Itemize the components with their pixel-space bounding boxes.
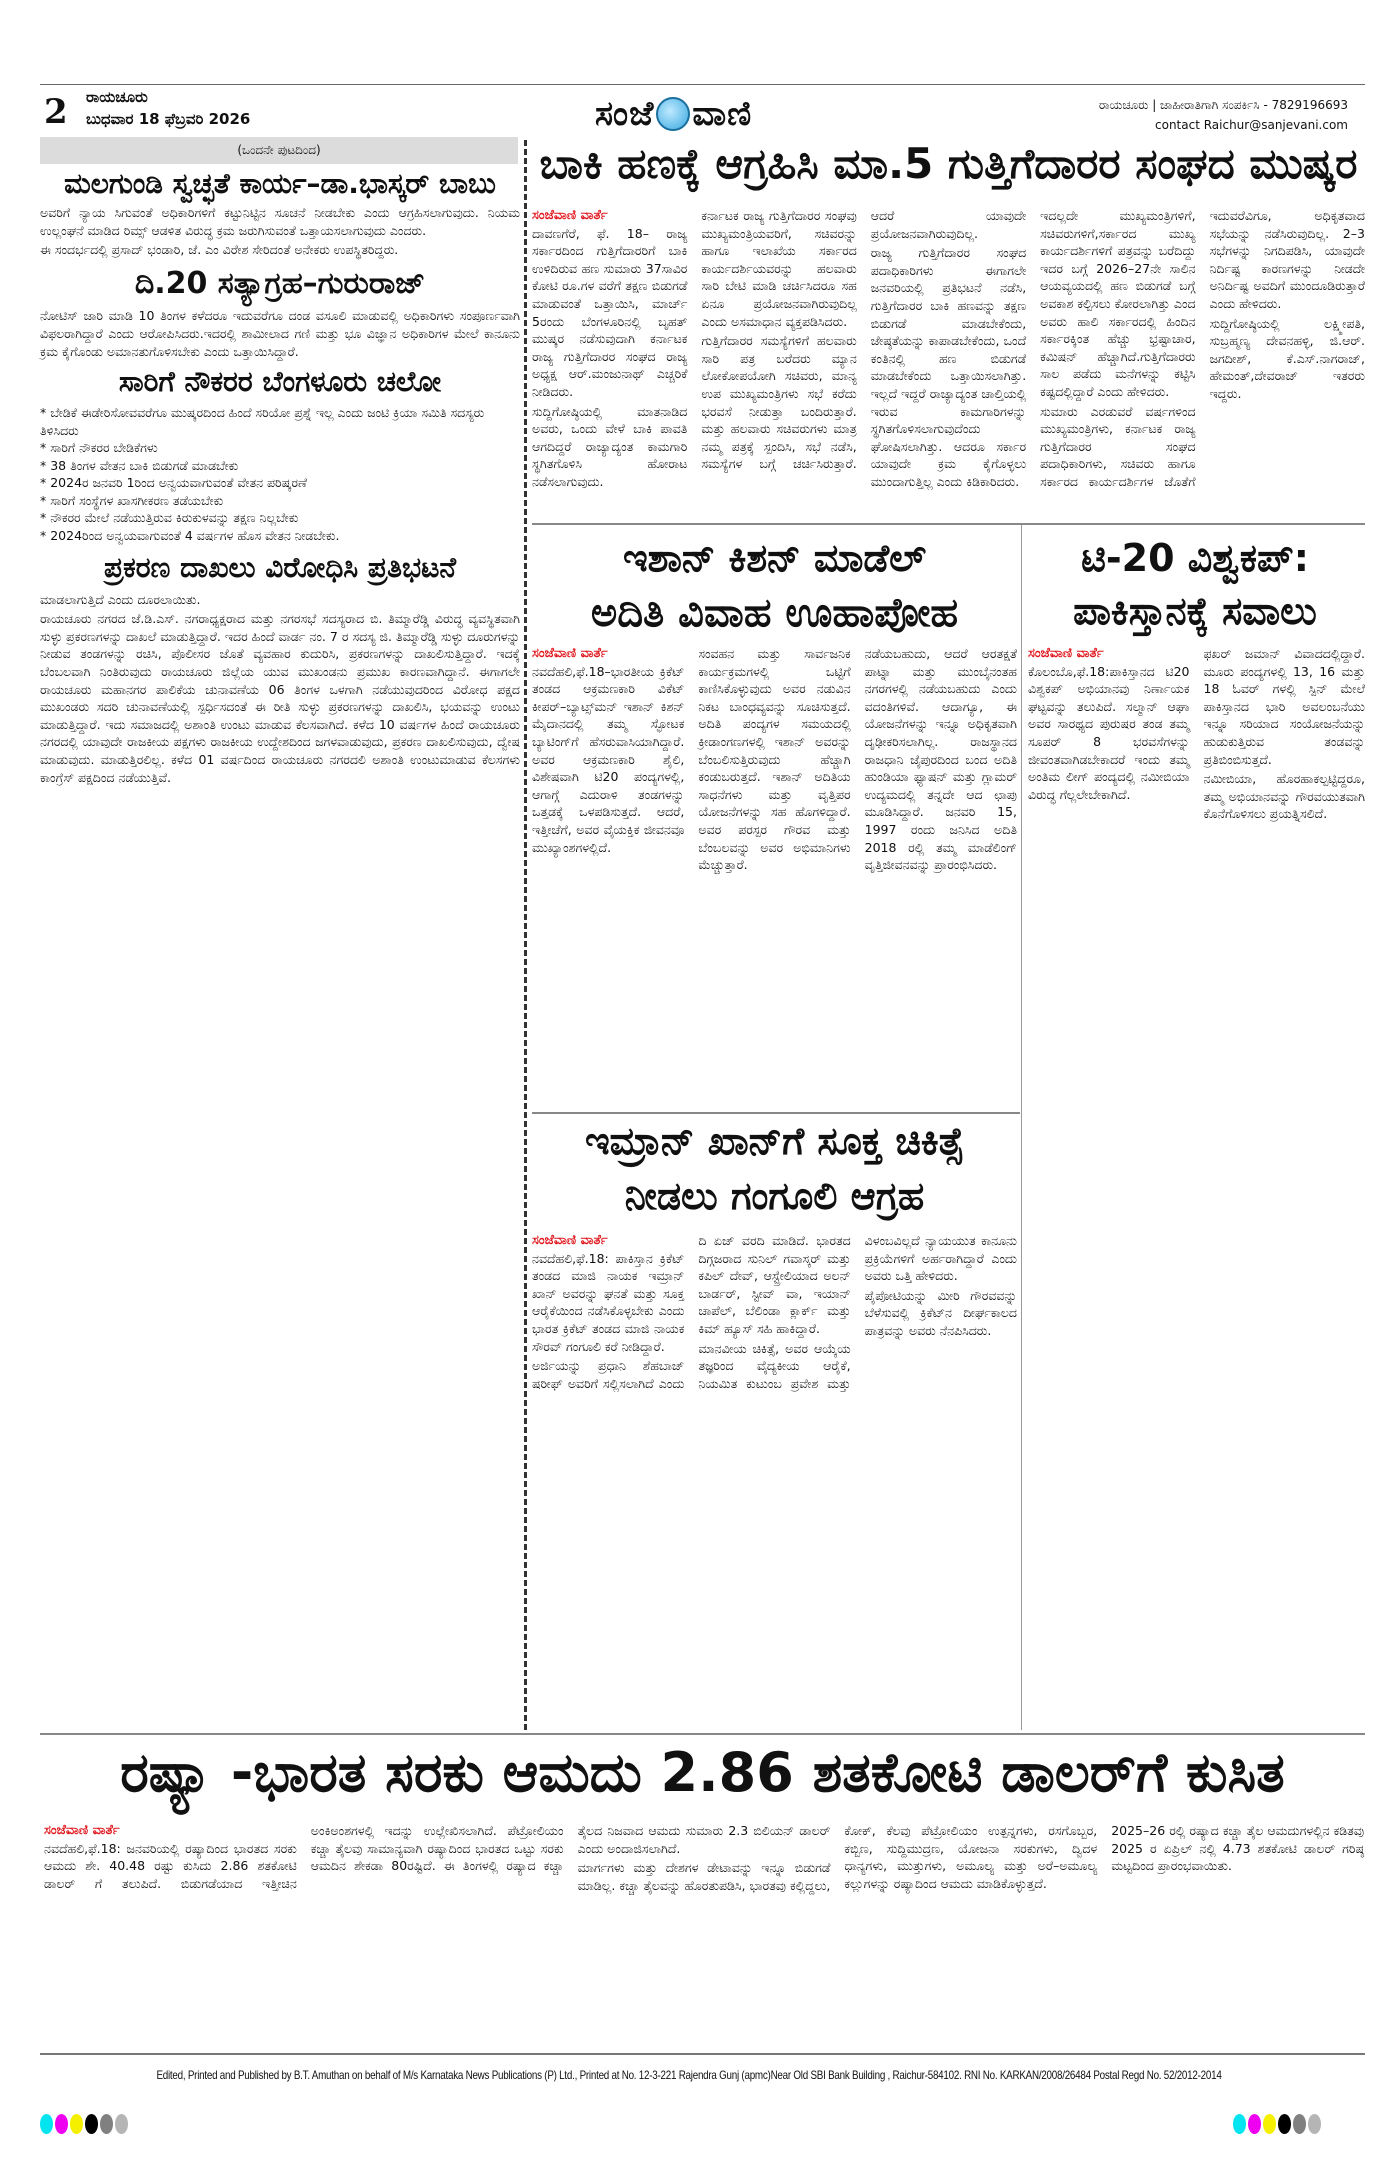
paragraph: ನವದೆಹಲಿ,ಫೆ.18–ಭಾರತೀಯ ಕ್ರಿಕೆಟ್ ತಂಡದ ಆಕ್ರಮಣಕಾರಿ ವಿಕೆಟ್ ಕೀಪರ್–ಬ್ಯಾಟ್ಸ್‌ಮನ್ ಇಶಾನ್ ಕಿಶನ್ ಮೈದಾನದಲ್ಲಿ ತಮ್ಮ ಸ್ಫೋಟಕ ಬ್ಯಾಟಿಂಗ್‌ಗೆ ಹೆಸರುವಾಸಿಯಾಗಿದ್ದಾರೆ. ಅವರ ಆಕ್ರಮಣಕಾರಿ ಶೈಲಿ, ವಿಶೇಷವಾಗಿ ಟಿ20 ಪಂದ್ಯಗಳಲ್ಲಿ, ಆಗಾಗ್ಗೆ ಎದುರಾಳಿ ತಂಡಗಳನ್ನು ಒತ್ತಡಕ್ಕೆ ಒಳಪಡಿಸುತ್ತದೆ. ಆದರೆ, ಇತ್ತೀಚೆಗೆ, ಅವರ ವೈಯಕ್ತಿಕ ಜೀವನವೂ ಮುಖ್ಯಾಂಶಗಳಲ್ಲಿದೆ. <box>532 663 685 855</box>
bottom-story-title: ರಷ್ಯಾ -ಭಾರತ ಸರಕು ಆಮದು 2.86 ಶತಕೋಟಿ ಡಾಲರ್‌ಗೆ ಕುಸಿತ <box>120 1741 1285 1804</box>
logo-text-left: ಸಂಜೆ <box>595 94 655 134</box>
registration-dot <box>1263 2114 1276 2134</box>
paragraph: ಸುದ್ದಿಗೋಷ್ಠಿಯಲ್ಲಿ ಮಾತನಾಡಿದ ಅವರು, ಒಂದು ವೇಳೆ ಬಾಕಿ ಪಾವತಿ ಆಗದಿದ್ದರೆ ರಾಜ್ಯಾದ್ಯಂತ ಕಾಮಗಾರಿ ಸ್ಥಗಿತಗೊಳಿಸಿ ಹೋರಾಟ ನಡೆಸಲಾಗುವುದು. <box>532 403 688 489</box>
left-column <box>40 168 520 788</box>
edition-city: ರಾಯಚೂರು <box>86 88 148 106</box>
section-rule <box>532 523 1365 525</box>
contact-email: contact Raichur@sanjevani.com <box>1155 118 1348 132</box>
story-title: ಪ್ರಕರಣ ದಾಖಲು ವಿರೋಧಿಸಿ ಪ್ರತಿಭಟನೆ <box>103 551 457 585</box>
paragraph: 2025–26 ರಲ್ಲಿ ರಷ್ಯಾದ ಕಚ್ಚಾ ತೈಲ ಆಮದುಗಳಲ್ಲಿನ ಕಡಿತವು 2025 ರ ಏಪ್ರಿಲ್ ನಲ್ಲಿ 4.73 ಶತಕೋಟಿ ಡಾಲರ್ ಗರಿಷ್ಠ ಮಟ್ಟದಿಂದ ಪ್ರಾರಂಭವಾಯಿತು. <box>1111 1823 1364 1874</box>
registration-dot <box>1248 2114 1261 2134</box>
story-paragraphs <box>532 207 1365 491</box>
list-item: * 2024ರಿಂದ ಅನ್ವಯವಾಗುವಂತೆ 4 ವರ್ಷಗಳ ಹೊಸ ವೇತನ ನೀಡಬೇಕು. <box>40 527 340 543</box>
paragraph: ರಾಜ್ಯ ಗುತ್ತಿಗೆದಾರರ ಸಂಘದ ಪದಾಧಿಕಾರಿಗಳು ಈಗಾಗಲೇ ಜನವರಿಯಲ್ಲಿ ಪ್ರತಿಭಟನೆ ನಡೆಸಿ, ಗುತ್ತಿಗೆದಾರರ ಬಾಕಿ ಹಣವನ್ನು ತಕ್ಷಣ ಬಿಡುಗಡೆ ಮಾಡಬೇಕೆಂದು, ಜೇಷ್ಠತೆಯನ್ನು ಕಾಪಾಡಬೇಕೆಂದು, ಒಂದೆ ಕಂತಿನಲ್ಲಿ ಹಣ ಬಿಡುಗಡೆ ಮಾಡಬೇಕೆಂದು ಒತ್ತಾಯಿಸಲಾಗಿತ್ತು. ಇಲ್ಲದೆ ಇದ್ದರೆ ರಾಜ್ಯಾದ್ಯಂತ ಚಾಲ್ತಿಯಲ್ಲಿ ಇರುವ ಕಾಮಗಾರಿಗಳನ್ನು ಸ್ಥಗಿತಗೊಳಿಸಲಾಗುವುದೆಂದು ಘೋಷಿಸಲಾಗಿತ್ತು. ಆದರೂ ಸರ್ಕಾರ ಯಾವುದೇ ಕ್ರಮ ಕೈಗೊಳ್ಳಲು ಮುಂದಾಗುತ್ತಿಲ್ಲ ಎಂದು ಕಿಡಿಕಾರಿದರು. <box>870 245 1027 489</box>
story-body <box>40 204 520 259</box>
paragraph: ನವದೆಹಲಿ,ಫೆ.18: ಪಾಕಿಸ್ತಾನ ಕ್ರಿಕೆಟ್ ತಂಡದ ಮಾಜಿ ನಾಯಕ ಇಮ್ರಾನ್ ಖಾನ್ ಅವರನ್ನು ಘನತೆ ಮತ್ತು ಸೂಕ್ತ ಆರೈಕೆಯಿಂದ ನಡೆಸಿಕೊಳ್ಳಬೇಕು ಎಂದು ಭಾರತ ಕ್ರಿಕೆಟ್ ತಂಡದ ಮಾಜಿ ನಾಯಕ ಸೌರವ್ ಗಂಗೂಲಿ ಕರೆ ನೀಡಿದ್ದಾರೆ. <box>532 1250 685 1354</box>
registration-dot <box>40 2114 53 2134</box>
paragraph: ಸುಮಾರು ಎರಡುವರೆ ವರ್ಷಗಳಿಂದ ಮುಖ್ಯಮಂತ್ರಿಗಳು, ಕರ್ನಾಟಕ ರಾಜ್ಯ ಗುತ್ತಿಗೆದಾರರ ಸಂಘದ ಪದಾಧಿಕಾರಿಗಳು, ಸಚಿವರು ಹಾಗೂ ಸರ್ಕಾರದ ಕಾರ್ಯದರ್ಶಿಗಳ ಜೊತೆಗೆ ಇದುವರೆವಿಗೂ, ಅಧಿಕೃತವಾದ ಸಭೆಯನ್ನು ನಡೆಸಿರುವುದಿಲ್ಲ. 2–3 ಸಭೆಗಳನ್ನು ನಿಗದಿಪಡಿಸಿ, ಯಾವುದೇ ನಿರ್ದಿಷ್ಟ ಕಾರಣಗಳನ್ನು ನೀಡದೇ ಅನಿರ್ದಿಷ್ಟ ಅವದಿಗೆ ಮುಂದೂಡಿರುತ್ತಾರೆ ಎಂದು ಹೇಳಿದರು. <box>1040 208 1365 489</box>
ishan-story-body <box>532 645 1017 1105</box>
registration-dot <box>1233 2114 1246 2134</box>
paragraph: ಪೈಪೋಟಿಯನ್ನು ಮೀರಿ ಗೌರವವನ್ನು ಬೆಳೆಸುವಲ್ಲಿ ಕ್ರಿಕೆಟ್‌ನ ದೀರ್ಘಕಾಲದ ಪಾತ್ರವನ್ನು ಅವರು ನೆನಪಿಸಿದರು. <box>864 1287 1017 1338</box>
byline: ಸಂಜೆವಾಣಿ ವಾರ್ತೆ <box>44 1823 120 1838</box>
paragraph: ಸಂವಹನ ಮತ್ತು ಸಾರ್ವಜನಿಕ ಕಾರ್ಯಕ್ರಮಗಳಲ್ಲಿ ಒಟ್ಟಿಗೆ ಕಾಣಿಸಿಕೊಳ್ಳುವುದು ಅವರ ನಡುವಿನ ನಿಕಟ ಬಾಂಧವ್ಯವನ್ನು ಸೂಚಿಸುತ್ತದೆ. ಅದಿತಿ ಪಂದ್ಯಗಳ ಸಮಯದಲ್ಲಿ ಕ್ರೀಡಾಂಗಣಗಳಲ್ಲಿ ಇಶಾನ್ ಅವರನ್ನು ಬೆಂಬಲಿಸುತ್ತಿರುವುದು ಹೆಚ್ಚಾಗಿ ಕಂಡುಬರುತ್ತದೆ. ಇಶಾನ್ ಅದಿತಿಯ ಸಾಧನೆಗಳು ಮತ್ತು ವೃತ್ತಿಪರ ಯೋಜನೆಗಳನ್ನು ಸಹ ಹೊಗಳಿದ್ದಾರೆ. ಅವರ ಪರಸ್ಪರ ಗೌರವ ಮತ್ತು ಬೆಂಬಲವನ್ನು ಅವರ ಅಭಿಮಾನಿಗಳು ಮೆಚ್ಚುತ್ತಾರೆ. <box>698 646 851 873</box>
russia-story-body <box>44 1822 1364 2032</box>
paragraph: ಫಖರ್ ಜಮಾನ್ ವಿವಾದದಲ್ಲಿದ್ದಾರೆ. ಮೂರು ಪಂದ್ಯಗಳಲ್ಲಿ 13, 16 ಮತ್ತು 18 ಓವರ್ ಗಳಲ್ಲಿ ಸ್ಪಿನ್ ಮೇಲೆ ಪಾಕಿಸ್ತಾನದ ಭಾರಿ ಅವಲಂಬನೆಯು ಇನ್ನೂ ಸರಿಯಾದ ಸಂಯೋಜನೆಯನ್ನು ಹುಡುಕುತ್ತಿರುವ ತಂಡವನ್ನು ಪ್ರತಿಬಿಂಬಿಸುತ್ತದೆ. <box>1203 646 1365 767</box>
registration-marks-right <box>1233 2114 1321 2134</box>
t20-story-body <box>1028 645 1365 1725</box>
paragraph: ಅವರಿಗೆ ನ್ಯಾಯ ಸಿಗುವಂತೆ ಅಧಿಕಾರಿಗಳಿಗೆ ಕಟ್ಟುನಿಟ್ಟಿನ ಸೂಚನೆ ನೀಡಬೇಕು ಎಂದು ಆಗ್ರಹಿಸಲಾಗುವುದು. ನಿಯಮ ಉಲ್ಲಂಘನೆ ಮಾಡಿದ ರಿಮ್ಸ್ ಆಡಳಿತ ವಿರುದ್ಧ ಕ್ರಮ ಜರುಗಿಸುವಂತೆ ಒತ್ತಾಯಸಲಾಗುವುದು ಎಂದರು. <box>40 205 520 238</box>
paragraph: ಮಾಡಲಾಗುತ್ತಿದೆ ಎಂದು ದೂರಲಾಯಿತು. <box>40 591 201 607</box>
logo-text-right: ವಾಣಿ <box>692 94 753 134</box>
imran-story-body <box>532 1232 1017 1727</box>
registration-dot <box>115 2114 128 2134</box>
byline: ಸಂಜೆವಾಣಿ ವಾರ್ತೆ <box>1028 646 1104 661</box>
column-divider <box>1021 525 1022 1730</box>
paragraph: ಕರ್ನಾಟಕ ರಾಜ್ಯ ಗುತ್ತಿಗೆದಾರರ ಸಂಘವು ಮುಖ್ಯಮಂತ್ರಿಯವರಿಗೆ, ಸಚಿವರನ್ನು ಹಾಗೂ ಇಲಾಖೆಯ ಸರ್ಕಾರದ ಕಾರ್ಯದರ್ಶಿಯವರನ್ನು ಹಲವಾರು ಸಾರಿ ಬೇಟಿ ಮಾಡಿ ಚರ್ಚಿಸಿದರೂ ಸಹ ಏನೂ ಪ್ರಯೋಜನವಾಗಿರುವುದಿಲ್ಲ ಎಂದು ಅಸಮಾಧಾನ ವ್ಯಕ್ತಪಡಿಸಿದರು. <box>701 208 857 329</box>
paragraph: ನವದೆಹಲಿ,ಫೆ.18: ಜನವರಿಯಲ್ಲಿ ರಷ್ಯಾದಿಂದ ಭಾರತದ ಸರಕು ಆಮದು ಶೇ. 40.48 ರಷ್ಟು ಕುಸಿದು 2.86 ಶತಕೋಟಿ ಡಾಲರ್ ಗೆ ತಲುಪಿದೆ. ಬಿಡುಗಡೆಯಾದ ಇತ್ತೀಚಿನ ಅಂಕಿಅಂಶಗಳಲ್ಲಿ ಇದನ್ನು ಉಲ್ಲೇಖಿಸಲಾಗಿದೆ. ಪೆಟ್ರೋಲಿಯಂ ಕಚ್ಚಾ ತೈಲವು ಸಾಮಾನ್ಯವಾಗಿ ರಷ್ಯಾದಿಂದ ಭಾರತದ ಒಟ್ಟು ಸರಕು ಆಮದಿನ ಶೇಕಡಾ 80ರಷ್ಟಿದೆ. ಈ ತಿಂಗಳಲ್ಲಿ ರಷ್ಯಾದ ಕಚ್ಚಾ ತೈಲದ ನಿಜವಾದ ಆಮದು ಸುಮಾರು 2.3 ಬಿಲಿಯನ್ ಡಾಲರ್ ಎಂದು ಅಂದಾಜಿಸಲಾಗಿದೆ. <box>44 1823 831 1891</box>
registration-marks-left <box>40 2114 128 2134</box>
lead-story-title: ಬಾಕಿ ಹಣಕ್ಕೆ ಆಗ್ರಹಿಸಿ ಮಾ.5 ಗುತ್ತಿಗೆದಾರರ ಸಂಘದ ಮುಷ್ಕರ <box>539 139 1358 188</box>
registration-dot <box>70 2114 83 2134</box>
section-rule <box>532 1112 1020 1114</box>
list-item: * 2024ರ ಜನವರಿ 1ರಿಂದ ಅನ್ವಯವಾಗುವಂತೆ ವೇತನ ಪರಿಷ್ಕರಣೆ <box>40 475 308 491</box>
story-body <box>40 307 520 360</box>
paragraph: ಗುತ್ತಿಗೆದಾರರ ಸಮಸ್ಯೆಗಳಿಗೆ ಹಲವಾರು ಸಾರಿ ಪತ್ರ ಬರೆದರು ಮ್ಯಾನ ಲೋಕೋಪಯೋಗಿ ಸಚಿವರು, ಮಾನ್ಯ ಉಪ ಮುಖ್ಯಮಂತ್ರಿಗಳು ಸಭೆ ಕರೆದು ಭರವಸೆ ನೀಡುತ್ತಾ ಬಂದಿರುತ್ತಾರೆ. ಮತ್ತು ಹಲವಾರು ಸಚಿವರುಗಳು ಮಾತ್ರ ನಮ್ಮ ಪತ್ರಕ್ಕೆ ಸ್ಪಂದಿಸಿ, ಸಭೆ ನಡೆಸಿ, ಸಮಸ್ಯೆಗಳ ಬಗ್ಗೆ ಚರ್ಚಿಸಿರುತ್ತಾರೆ. ಆದರೆ ಯಾವುದೇ ಪ್ರಯೋಜನವಾಗಿರುವುದಿಲ್ಲ. <box>701 208 1027 472</box>
column-divider <box>524 140 527 1730</box>
paragraph: ಸುದ್ದಿಗೋಷ್ಠಿಯಲ್ಲಿ ಲಕ್ಷ್ಮೀಪತಿ, ಸುಬ್ರಹ್ಮಣ್ಯ ದೇವನಹಳ್ಳಿ, ಜಿ.ಆರ್. ಜಗದೀಶ್, ಕೆ.ಎಸ್.ನಾಗರಾಜ್, ಹೇಮಂತ್,ದೇವರಾಜ್ ಇತರರು ಇದ್ದರು. <box>1209 315 1365 401</box>
paragraph: ಕೊಲಂಬೊ,ಫೆ.18:ಪಾಕಿಸ್ತಾನದ ಟಿ20 ವಿಶ್ವಕಪ್ ಅಭಿಯಾನವು ನಿರ್ಣಾಯಕ ಘಟ್ಟವನ್ನು ತಲುಪಿದೆ. ಸಲ್ಮಾನ್ ಆಘಾ ಅವರ ಸಾರಥ್ಯದ ಪುರುಷರ ತಂಡ ತಮ್ಮ ಸೂಪರ್ 8 ಭರವಸೆಗಳನ್ನು ಜೀವಂತವಾಗಿಡಬೇಕಾದರೆ ಇಂದು ತಮ್ಮ ಅಂತಿಮ ಲೀಗ್ ಪಂದ್ಯದಲ್ಲಿ ನಮೀಬಿಯಾ ವಿರುದ್ಧ ಗೆಲ್ಲಲೇಬೇಕಾಗಿದೆ. <box>1028 663 1190 802</box>
paragraph: ನೋಟಿಸ್ ಜಾರಿ ಮಾಡಿ 10 ತಿಂಗಳ ಕಳೆದರೂ ಇದುವರೆಗೂ ದಂಡ ವಸೂಲಿ ಮಾಡುವಲ್ಲಿ ಅಧಿಕಾರಿಗಳು ಸಂಪೂರ್ಣವಾಗಿ ವಿಫಲರಾಗಿದ್ದಾರೆ ಎಂದು ಆರೋಪಿಸಿದರು.ಇದರಲ್ಲಿ ಶಾಮೀಲಾದ ಗಣಿ ಮತ್ತು ಭೂ ವಿಜ್ಞಾನ ಅಧಿಕಾರಿಗಳ ಮೇಲೆ ಕಾನೂನು ಕ್ರಮ ಕೈಗೊಂಡು ಅಮಾನತುಗೊಳಿಸಬೇಕು ಎಂದು ಒತ್ತಾಯಿಸಿದ್ದಾರೆ. <box>40 308 520 359</box>
continued-label: (ಒಂದನೇ ಪುಟದಿಂದ) <box>40 137 518 164</box>
registration-dot <box>1278 2114 1291 2134</box>
paragraph: ನಮೀಬಿಯಾ, ಹೊರಹಾಕಲ್ಪಟ್ಟಿದ್ದರೂ, ತಮ್ಮ ಅಭಿಯಾನವನ್ನು ಗೌರವಯುತವಾಗಿ ಕೊನೆಗೊಳಿಸಲು ಪ್ರಯತ್ನಿಸಲಿದೆ. <box>1203 771 1365 822</box>
story-title: ದಿ.20 ಸತ್ಯಾಗ್ರಹ–ಗುರುರಾಜ್ <box>134 265 426 301</box>
byline: ಸಂಜೆವಾಣಿ ವಾರ್ತೆ <box>532 208 608 223</box>
masthead-logo <box>595 94 752 134</box>
paragraph: ಅರ್ಜಿಯನ್ನು ಪ್ರಧಾನಿ ಶೆಹಬಾಜ್ ಷರೀಫ್ ಅವರಿಗೆ ಸಲ್ಲಿಸಲಾಗಿದೆ ಎಂದು ದಿ ಏಜ್ ವರದಿ ಮಾಡಿದೆ. ಭಾರತದ ದಿಗ್ಗಜರಾದ ಸುನಿಲ್ ಗವಾಸ್ಕರ್ ಮತ್ತು ಕಪಿಲ್ ದೇವ್, ಆಸ್ಟ್ರೇಲಿಯಾದ ಅಲನ್ ಬಾರ್ಡರ್, ಸ್ಟೀವ್ ವಾ, ಇಯಾನ್ ಚಾಪೆಲ್, ಬೆಲಿಂಡಾ ಕ್ಲಾರ್ಕ್ ಮತ್ತು ಕಿಮ್ ಹ್ಯೂಸ್ ಸಹಿ ಹಾಕಿದ್ದಾರೆ. <box>532 1233 851 1391</box>
story-paragraphs <box>532 1232 1017 1392</box>
list-item: * ಬೇಡಿಕೆ ಈಡೇರಿಸೋವವರೆಗೂ ಮುಷ್ಕರದಿಂದ ಹಿಂದೆ ಸರಿಯೋ ಪ್ರಶ್ನೆ ಇಲ್ಲ ಎಂದು ಜಂಟಿ ಕ್ರಿಯಾ ಸಮಿತಿ ಸದಸ್ಯರು ತಿಳಿಸಿದರು <box>40 405 485 438</box>
edition-date: ಬುಧವಾರ 18 ಫೆಬ್ರವರಿ 2026 <box>86 110 251 128</box>
list-item: * ನೌಕರರ ಮೇಲೆ ನಡೆಯುತ್ತಿರುವ ಕಿರುಕುಳವನ್ನು ತಕ್ಷಣ ನಿಲ್ಲಬೇಕು <box>40 510 299 526</box>
paragraph: ರಾಯಚೂರು ನಗರದ ಜೆ.ಡಿ.ಎಸ್. ನಗರಾಧ್ಯಕ್ಷರಾದ ಮತ್ತು ನಗರಸಭೆ ಸದಸ್ಯರಾದ ಬಿ. ತಿಮ್ಮಾರೆಡ್ಡಿ ವಿರುದ್ಧ ವ್ಯವಸ್ಥಿತವಾಗಿ ಸುಳ್ಳು ಪ್ರಕರಣಗಳನ್ನು ದಾಖಲೆ ಮಾಡುತ್ತಿದ್ದಾರೆ. ಇದರ ಹಿಂದೆ ವಾರ್ಡ ನಂ. 7 ರ ಸದಸ್ಯ ಜಿ. ತಿಮ್ಮಾರೆಡ್ಡಿ ಸುಳ್ಳು ದೂರುಗಳನ್ನು ನೀಡುವ ತಂಡಗಳನ್ನು ರಚಿಸಿ, ಪೊಲೀಸರ ಜೊತೆ ವ್ಯವಹಾರ ಕುದುರಿಸಿ, ಪ್ರಕರಣಗಳನ್ನು ದಾಖಲಿಸುತ್ತಿದ್ದಾರೆ. ಇದಕ್ಕೆ ಬೆಂಬಲವಾಗಿ ನಿಂತಿರುವುದು ರಾಯಚೂರು ಜಿಲ್ಲೆಯ ಯುವ ಮುಖಂಡನು ಪ್ರಮುಖ ಕಾರಣವಾಗಿದ್ದಾನೆ. ಈಗಾಗಲೇ ರಾಯಚೂರು ಮಹಾನಗರ ಪಾಲಿಕೆಯ ಚುನಾವಣೆಯ 06 ತಿಂಗಳ ಒಳಗಾಗಿ ನಡೆಯುವುದರಿಂದ ವಿರೋಧ ಪಕ್ಷದ ಮುಖಂಡರು ಸದರಿ ಚುನಾವಣೆಯಲ್ಲಿ ಸ್ಪರ್ಧಿಸದಂತೆ ಈ ರೀತಿ ಸುಳ್ಳು ಪ್ರಕರಣಗಳನ್ನು ದಾಖಲಿಸಿ, ಭಯವನ್ನು ಉಂಟು ಮಾಡುತ್ತಿದ್ದಾರೆ. ಇದು ಸಮಾಜದಲ್ಲಿ ಅಶಾಂತಿ ಉಂಟು ಮಾಡುವ ಕೆಲಸವಾಗಿದೆ. ಕಳೆದ 10 ವರ್ಷಗಳ ಹಿಂದೆ ರಾಯಚೂರು ನಗರದಲ್ಲಿ ಯಾವುದೇ ರಾಜಕೀಯ ಪಕ್ಷಗಳು ರಾಜಕೀಯ ಉದ್ದೇಶದಿಂದ ಜಗಳವಾಡುವುದು, ಪ್ರಕರಣ ದಾಖಲಿಸುವುದು, ದ್ವೇಷ ಮಾಡುವುದು. ಮಾಡುತ್ತಿರಲಿಲ್ಲ. ಕಳೆದ 01 ವರ್ಷದಿಂದ ರಾಯಚೂರು ನಗರದಲಿ ಅಶಾಂತಿ ಉಂಟುಮಾಡುವ ಕೆಲಸಗಳು ಕಾಂಗ್ರೆಸ್ ಪಕ್ಷದಿಂದ ನಡೆಯುತ್ತಿವೆ. <box>40 611 520 785</box>
story-title-line2: ಅದಿತಿ ವಿವಾಹ ಊಹಾಪೋಹ <box>590 590 959 636</box>
registration-dot <box>1293 2114 1306 2134</box>
paragraph: ಈ ಸಂದರ್ಭದಲ್ಲಿ ಪ್ರಸಾದ್ ಭಂಡಾರಿ, ಜೆ. ಎಂ ವಿರೇಶ ಸೇರಿದಂತೆ ಅನೇಕರು ಉಪಸ್ಥಿತರಿದ್ದರು. <box>40 242 399 258</box>
footer-rule <box>40 2053 1365 2055</box>
story-title-line2: ಪಾಕಿಸ್ತಾನಕ್ಕೆ ಸವಾಲು <box>1073 589 1317 633</box>
story-title-line2: ನೀಡಲು ಗಂಗೂಲಿ ಆಗ್ರಹ <box>624 1174 925 1218</box>
registration-dot <box>55 2114 68 2134</box>
section-rule <box>40 1733 1365 1735</box>
byline: ಸಂಜೆವಾಣಿ ವಾರ್ತೆ <box>532 1233 608 1248</box>
story-paragraphs <box>532 645 1017 874</box>
page-number: 2 <box>44 92 68 132</box>
story-title: ಮಲಗುಂಡಿ ಸ್ವಚ್ಛತೆ ಕಾರ್ಯ–ಡಾ.ಭಾಸ್ಕರ್ ಬಾಬು <box>64 167 496 200</box>
story-title-line1: ಟಿ-20 ವಿಶ್ವಕಪ್: <box>1081 536 1309 580</box>
demands-list <box>40 404 520 544</box>
story-body <box>40 591 520 787</box>
story-title-line1: ಇಶಾನ್ ಕಿಶನ್ ಮಾಡೆಲ್ <box>622 536 927 580</box>
paragraph: ನಡೆಯಬಹುದು, ಆದರೆ ಆರತಕ್ಷತೆ ಪಾಟ್ನಾ ಮತ್ತು ಮುಂಬೈನಂತಹ ನಗರಗಳಲ್ಲಿ ನಡೆಯಬಹುದು ಎಂದು ವದಂತಿಗಳಿವೆ. ಆದಾಗ್ಯೂ, ಈ ಯೋಜನೆಗಳನ್ನು ಇನ್ನೂ ಅಧಿಕೃತವಾಗಿ ದೃಢೀಕರಿಸಲಾಗಿಲ್ಲ. ರಾಜಸ್ಥಾನದ ರಾಜಧಾನಿ ಜೈಪುರದಿಂದ ಬಂದ ಅದಿತಿ ಹುಂಡಿಯಾ ಫ್ಯಾಷನ್ ಮತ್ತು ಗ್ಲಾಮರ್ ಉದ್ಯಮದಲ್ಲಿ ತನ್ನದೇ ಆದ ಛಾಪು ಮೂಡಿಸಿದ್ದಾರೆ. ಜನವರಿ 15, 1997 ರಂದು ಜನಿಸಿದ ಅದಿತಿ 2018 ರಲ್ಲಿ ತಮ್ಮ ಮಾಡೆಲಿಂಗ್ ವೃತ್ತಿಜೀವನವನ್ನು ಪ್ರಾರಂಭಿಸಿದರು. <box>864 646 1017 873</box>
list-item: * ಸಾರಿಗೆ ಸಂಸ್ಥೆಗಳ ಖಾಸಗೀಕರಣ ತಡೆಯಬೇಕು <box>40 492 224 508</box>
footer-imprint: Edited, Printed and Published by B.T. Amuthan on behalf of M/s Karnataka News Publications (P) Ltd., Printed at No. 12-3-221 Rajendra Gunj (apmc)Near Old SBI Bank Building , Raichur-584102. RNI No. KARKAN/2008/26484 Postal Regd No. 52/2012-2014 <box>156 2068 1222 2082</box>
globe-icon <box>656 97 690 131</box>
story-title: ಸಾರಿಗೆ ನೌಕರರ ಬೆಂಗಳೂರು ಚಲೋ <box>118 365 442 399</box>
paragraph: ದಾವಣಗೆರೆ, ಫೆ. 18– ರಾಜ್ಯ ಸರ್ಕಾರದಿಂದ ಗುತ್ತಿಗೆದಾರರಿಗೆ ಬಾಕಿ ಉಳಿದಿರುವ ಹಣ ಸುಮಾರು 37ಸಾವಿರ ಕೋಟಿ ರೂ.ಗಳ ವರೆಗೆ ತಕ್ಷಣ ಬಿಡುಗಡೆ ಮಾಡುವಂತೆ ಒತ್ತಾಯಿಸಿ, ಮಾರ್ಚ್ 5ರಂದು ಬೆಂಗಳೂರಿನಲ್ಲಿ ಬೃಹತ್ ಮುಷ್ಕರ ನಡೆಸುವುದಾಗಿ ಕರ್ನಾಟಕ ರಾಜ್ಯ ಗುತ್ತಿಗೆದಾರರ ಸಂಘದ ರಾಜ್ಯ ಅಧ್ಯಕ್ಷ ಆರ್.ಮಂಜುನಾಥ್ ಎಚ್ಚರಿಕೆ ನೀಡಿದರು. <box>532 225 688 399</box>
ad-contact: ರಾಯಚೂರು | ಜಾಹೀರಾತಿಗಾಗಿ ಸಂಪರ್ಕಿಸಿ - 7829196693 <box>1098 98 1348 112</box>
paragraph: ಮಾನವೀಯ ಚಿಕಿತ್ಸೆ, ಅವರ ಆಯ್ಕೆಯ ತಜ್ಞರಿಂದ ವೈದ್ಯಕೀಯ ಆರೈಕೆ, ನಿಯಮಿತ ಕುಟುಂಬ ಪ್ರವೇಶ ಮತ್ತು ವಿಳಂಬವಿಲ್ಲದೆ ನ್ಯಾಯಯುತ ಕಾನೂನು ಪ್ರಕ್ರಿಯೆಗಳಿಗೆ ಅರ್ಹರಾಗಿದ್ದಾರೆ ಎಂದು ಅವರು ಒತ್ತಿ ಹೇಳಿದರು. <box>698 1233 1017 1391</box>
story-title-line1: ಇಮ್ರಾನ್ ಖಾನ್‌ಗೆ ಸೂಕ್ತ ಚಿಕಿತ್ಸೆ <box>584 1119 965 1163</box>
registration-dot <box>85 2114 98 2134</box>
paragraph: ಮಾರ್ಗಗಳು ಮತ್ತು ದೇಶಗಳ ಡೇಟಾವನ್ನು ಇನ್ನೂ ಬಿಡುಗಡೆ ಮಾಡಿಲ್ಲ. ಕಚ್ಚಾ ತೈಲವನ್ನು ಹೊರತುಪಡಿಸಿ, ಭಾರತವು ಕಲ್ಲಿದ್ದಲು, ಕೋಕ್, ಕೆಲವು ಪೆಟ್ರೋಲಿಯಂ ಉತ್ಪನ್ನಗಳು, ರಸಗೊಬ್ಬರ, ಕಬ್ಬಿಣ, ಸುದ್ದಿಮುದ್ರಣ, ಯೋಜನಾ ಸರಕುಗಳು, ದ್ವಿದಳ ಧಾನ್ಯಗಳು, ಮುತ್ತುಗಳು, ಅಮೂಲ್ಯ ಮತ್ತು ಅರೆ–ಅಮೂಲ್ಯ ಕಲ್ಲುಗಳನ್ನು ರಷ್ಯಾದಿಂದ ಆಮದು ಮಾಡಿಕೊಳ್ಳುತ್ತದೆ. <box>577 1823 1098 1893</box>
list-item: * 38 ತಿಂಗಳ ವೇತನ ಬಾಕಿ ಬಿಡುಗಡೆ ಮಾಡಬೇಕು <box>40 457 239 473</box>
paragraph: ಇದಲ್ಲದೇ ಮುಖ್ಯಮಂತ್ರಿಗಳಿಗೆ, ಸಚಿವರುಗಳಿಗೆ,ಸರ್ಕಾರದ ಮುಖ್ಯ ಕಾರ್ಯದರ್ಶಿಗಳಿಗೆ ಪತ್ರವನ್ನು ಬರೆದಿದ್ದು ಇದರ ಬಗ್ಗೆ 2026–27ನೇ ಸಾಲಿನ ಆಯವ್ಯಯದಲ್ಲಿ ಹಣ ಬಿಡುಗಡೆ ಬಗ್ಗೆ ಅವಕಾಶ ಕಲ್ಪಿಸಲು ಕೋರಲಾಗಿತ್ತು ಎಂದ ಅವರು ಹಾಲಿ ಸರ್ಕಾರದಲ್ಲಿ ಹಿಂದಿನ ಸರ್ಕಾರಕ್ಕಿಂತ ಹೆಚ್ಚು ಭ್ರಷ್ಟಾಚಾರ, ಕಮಿಷನ್ ಹೆಚ್ಚಾಗಿದೆ.ಗುತ್ತಿಗೆದಾರರು ಸಾಲ ಪಡೆದು ಮನೆಗಳನ್ನು ಕಟ್ಟಿಸಿ ಕಷ್ಟದಲ್ಲಿದ್ದಾರೆ ಎಂದು ಹೇಳಿದರು. <box>1040 208 1196 399</box>
registration-dot <box>100 2114 113 2134</box>
lead-story-body <box>532 207 1365 519</box>
list-item: * ಸಾರಿಗೆ ನೌಕರರ ಬೇಡಿಕೆಗಳು <box>40 440 158 456</box>
registration-dot <box>1308 2114 1321 2134</box>
header-top-rule <box>40 84 1365 85</box>
story-paragraphs <box>1028 645 1365 823</box>
byline: ಸಂಜೆವಾಣಿ ವಾರ್ತೆ <box>532 646 608 661</box>
